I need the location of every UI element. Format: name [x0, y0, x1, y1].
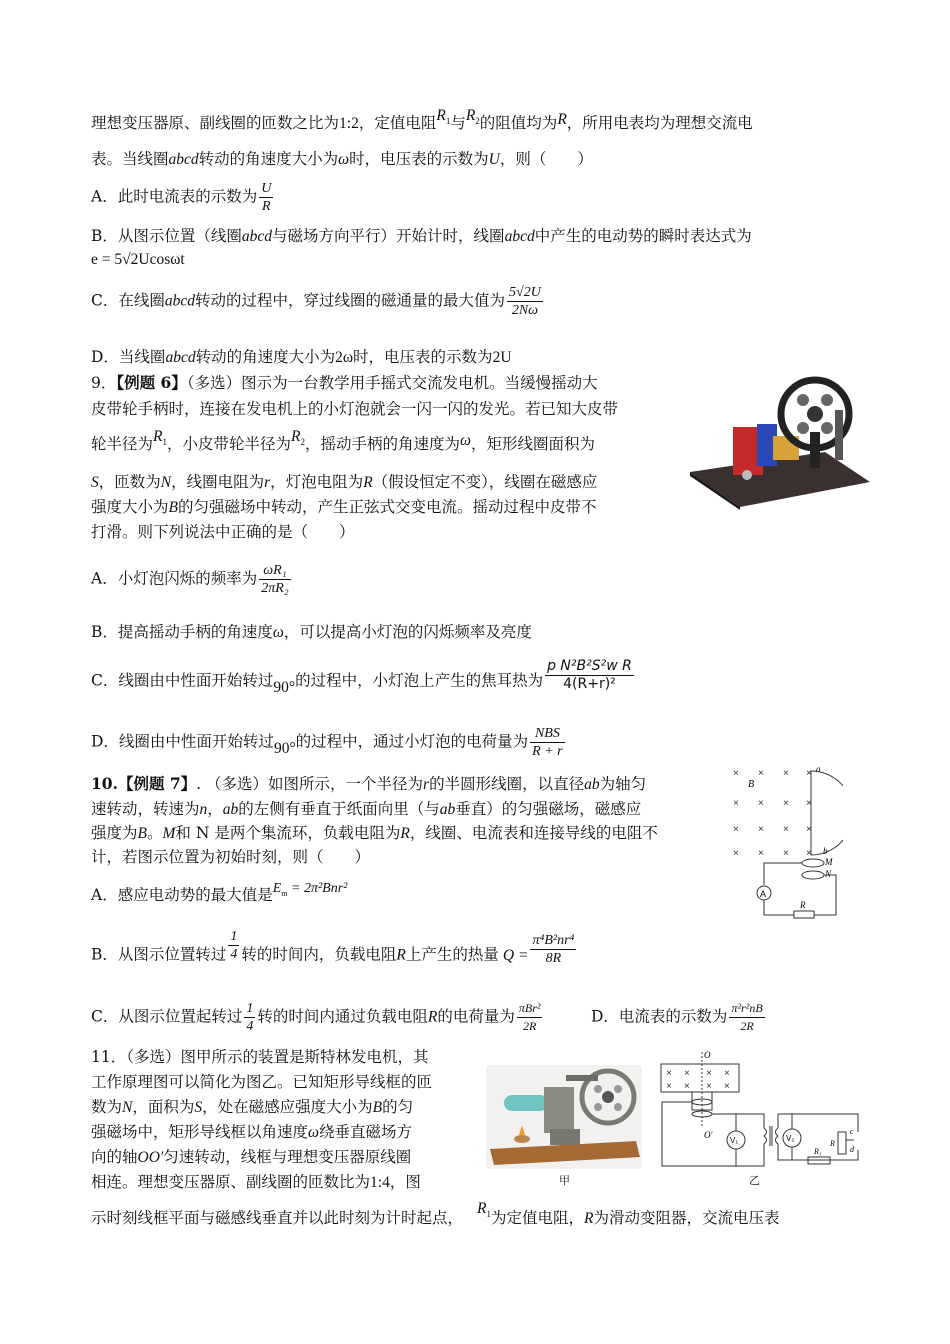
svg-text:×: ×: [733, 824, 739, 835]
q10-line4: 计，若图示位置为初始时刻，则（ ）: [91, 848, 371, 866]
q8-line1: 理想变压器原、副线圈的匝数之比为1:2，定值电阻$R_1$与$R_2$的阻值均为R，所用电表均为理想交流电: [91, 107, 753, 132]
fig11-r1-label: R₁: [814, 1147, 822, 1156]
svg-text:×: ×: [783, 848, 789, 859]
q9-option-c: C．线圈由中性面开始转过90°的过程中，小灯泡上产生的焦耳热为 $\frac{\text{p N²B²S²w R}}{\text{4(R+r)²}}$: [91, 658, 632, 696]
svg-text:×: ×: [724, 1068, 730, 1079]
fig10-label-b-point: b: [823, 846, 828, 856]
q10-option-c: C．从图示位置起转过 $\frac{1}{4}$ 转的时间内通过负载电阻R的电荷量为 $\frac{\text{πBr²}}{2R}$: [91, 1001, 541, 1034]
q9-line2: 皮带轮手柄时，连接在发电机上的小灯泡就会一闪一闪的发光。若已知大皮带: [91, 400, 619, 418]
q9-line4: S，匝数为N，线圈电阻为r，灯泡电阻为R（假设恒定不变），线圈在磁感应: [91, 473, 598, 491]
q11-line4: 强磁场中，矩形导线框以角速度ω绕垂直磁场方: [91, 1123, 412, 1141]
q10-line3: 强度为B。M和 N 是两个集流环，负载电阻为R，线圈、电流表和连接导线的电阻不: [91, 824, 658, 842]
q8-line2: 表。当线圈abcd转动的角速度大小为ω时，电压表的示数为U，则（ ）: [91, 150, 593, 168]
fig-jia-caption: 甲: [559, 1174, 570, 1187]
svg-text:×: ×: [706, 1081, 712, 1092]
q8-option-c: C．在线圈abcd转动的过程中，穿过线圈的磁通量的最大值为 $\frac{5√2U}{2N\omega}$: [91, 285, 541, 318]
q9-head: 9．【例题 6】（多选）图示为一台教学用手摇式交流发电机。当缓慢摇动大: [91, 373, 598, 392]
fig10-ammeter-label: A: [760, 889, 767, 899]
q8-option-a: A．此时电流表的示数为 $\frac{U}{R}$: [91, 181, 272, 214]
svg-text:×: ×: [783, 798, 789, 809]
svg-text:×: ×: [684, 1068, 690, 1079]
fig11-v2-label: V₂: [786, 1134, 795, 1143]
q9-option-d: D．线圈由中性面开始转过90°的过程中，通过小灯泡的电荷量为 $\frac{\text{NBS}}{R + r}$: [91, 726, 563, 759]
svg-text:×: ×: [684, 1081, 690, 1092]
svg-text:×: ×: [783, 824, 789, 835]
q11-line6: 相连。理想变压器原、副线圈的匝数比为1:4，图: [91, 1173, 421, 1191]
q9-line6: 打滑。则下列说法中正确的是（ ）: [91, 523, 355, 541]
fig10-label-n: N: [825, 869, 832, 879]
q11-line1: 11．（多选）图甲所示的装置是斯特林发电机，其: [91, 1048, 429, 1066]
q11-line7: 示时刻线框平面与磁感线垂直并以此时刻为计时起点，$R_1$为定值电阻，R为滑动变阻器，交流电压表: [91, 1200, 780, 1227]
q11-line3: 数为N，面积为S，处在磁感应强度大小为B的匀: [91, 1098, 414, 1116]
svg-text:×: ×: [706, 1068, 712, 1079]
svg-text:×: ×: [806, 848, 812, 859]
svg-text:×: ×: [666, 1081, 672, 1092]
stirling-circuit-diagram: [656, 1048, 868, 1170]
q8-option-b-formula: e = 5√2Ucosωt: [91, 251, 185, 268]
fig11-r-label: R: [830, 1139, 835, 1148]
svg-text:×: ×: [806, 798, 812, 809]
svg-text:×: ×: [733, 768, 739, 779]
q10-option-a: A．感应电动势的最大值是$E_m = 2\pi^2Bnr^2$: [91, 881, 348, 904]
svg-text:×: ×: [733, 848, 739, 859]
q10-option-d: D．电流表的示数为 $\frac{\text{π²r²nB}}{2R}$: [591, 1001, 763, 1033]
svg-text:×: ×: [733, 798, 739, 809]
fig10-label-m: M: [825, 857, 833, 867]
q11-line5: 向的轴OO′匀速转动，线框与理想变压器原线圈: [91, 1148, 412, 1166]
q9-option-a: A．小灯泡闪烁的频率为 $\frac{\text{ωR₁}}{\text{2πR₂}}$: [91, 563, 289, 596]
q8-option-d: D．当线圈abcd转动的角速度大小为2ω时，电压表的示数为2U: [91, 348, 512, 366]
fig10-label-a: a: [816, 764, 821, 774]
fig11-c-label: c: [850, 1127, 854, 1136]
q8-option-b: B．从图示位置（线圈abcd与磁场方向平行）开始计时，线圈abcd中产生的电动势的瞬时表达式为: [91, 227, 752, 245]
q9-option-b: B．提高摇动手柄的角速度ω，可以提高小灯泡的闪烁频率及亮度: [91, 623, 532, 641]
fig11-d-label: d: [850, 1145, 854, 1154]
q10-option-b: B．从图示位置转过 $\frac{1}{4}$ 转的时间内，负载电阻R上产生的热量 Q = $\frac{\text{π⁴B²nr⁴}}{8R}$: [91, 929, 575, 966]
fig11-label-o: O: [704, 1050, 711, 1060]
fig10-resistor-label: R: [800, 900, 806, 910]
q11-line2: 工作原理图可以简化为图乙。已知矩形导线框的匝: [91, 1073, 433, 1091]
svg-text:×: ×: [758, 848, 764, 859]
fig10-label-b-field: B: [748, 779, 755, 790]
hand-generator-photo: [685, 372, 875, 510]
semicircle-coil-diagram: [728, 763, 843, 921]
svg-text:×: ×: [806, 768, 812, 779]
fig11-label-o-prime: O′: [704, 1130, 713, 1140]
svg-text:×: ×: [758, 824, 764, 835]
svg-text:×: ×: [806, 824, 812, 835]
svg-text:×: ×: [666, 1068, 672, 1079]
svg-text:×: ×: [758, 768, 764, 779]
q9-line3: 轮半径为$R_1$，小皮带轮半径为$R_2$，摇动手柄的角速度为ω，矩形线圈面积为: [91, 428, 595, 453]
svg-text:×: ×: [783, 768, 789, 779]
fig11-v1-label: V₁: [730, 1136, 739, 1145]
q10-line2: 速转动，转速为n，ab的左侧有垂直于纸面向里（与ab垂直）的匀强磁场，磁感应: [91, 800, 642, 818]
svg-text:×: ×: [758, 798, 764, 809]
q10-head: 10.【例题 7】. （多选）如图所示，一个半径为r的半圆形线圈，以直径ab为轴匀: [91, 774, 647, 793]
fig-yi-caption: 乙: [749, 1174, 760, 1187]
svg-text:×: ×: [724, 1081, 730, 1092]
q9-line5: 强度大小为B的匀强磁场中转动，产生正弦式交变电流。摇动过程中皮带不: [91, 498, 597, 516]
stirling-generator-photo: [486, 1065, 642, 1169]
